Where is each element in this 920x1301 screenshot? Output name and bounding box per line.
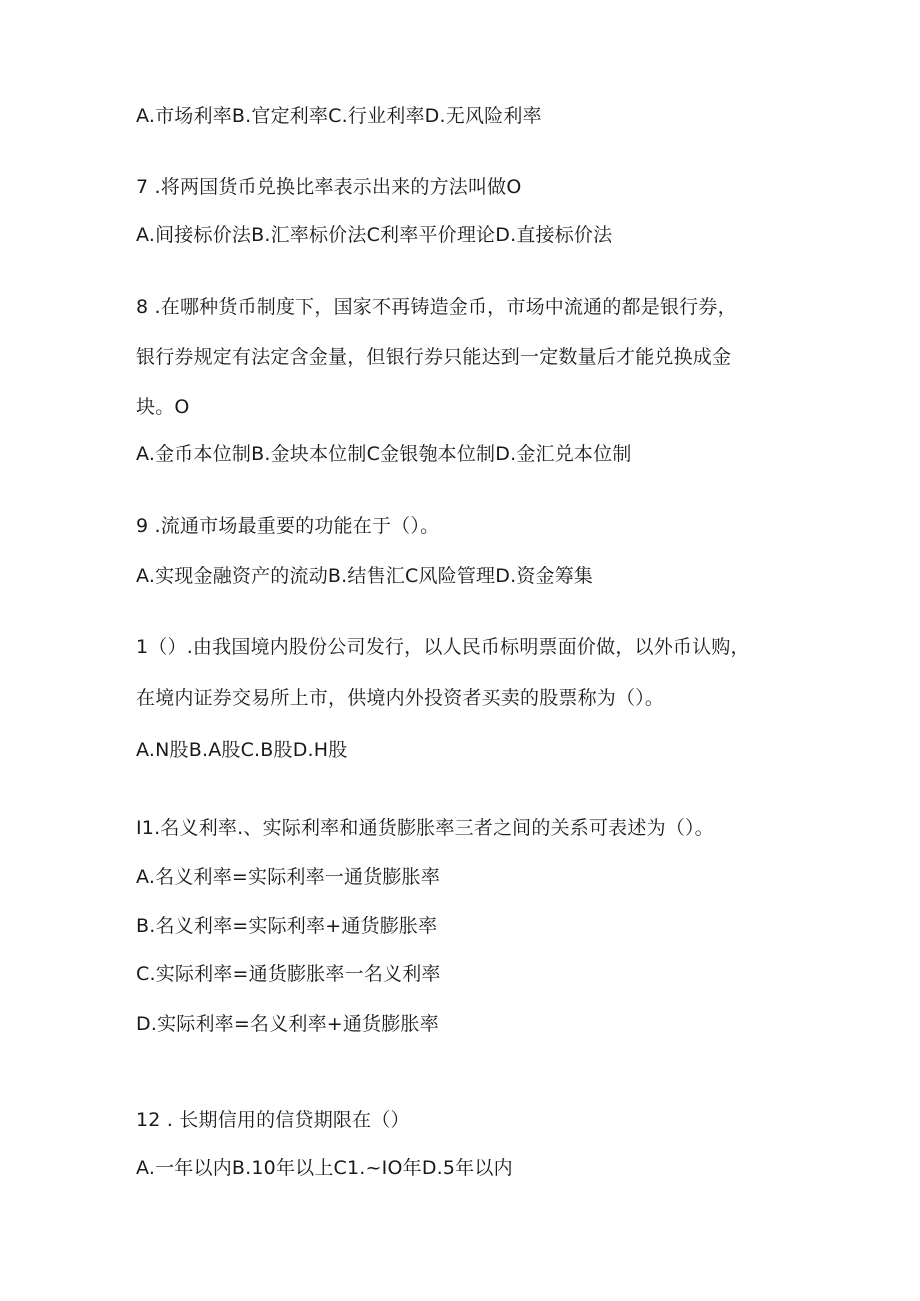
answer-options-q10: A.N股B.A股C.B股D.H股 [136, 739, 348, 761]
answer-options-q9: A.实现金融资产的流动B.结售汇C风险管理D.资金筹集 [136, 565, 594, 587]
question-10-line-1: 1（）.由我国境内股份公司发行，以人民币标明票面价做，以外币认购， [136, 636, 750, 658]
answer-option-q11-c: C.实际利率=通货膨胀率一名义利率 [136, 963, 441, 985]
answer-option-q11-d: D.实际利率=名义利率+通货膨胀率 [136, 1013, 439, 1035]
question-8-line-1: 8 .在哪种货币制度下，国家不再铸造金币，市场中流通的都是银行券， [136, 296, 737, 318]
question-11: I1.名义利率.、实际利率和通货膨胀率三者之间的关系可表述为（）。 [136, 817, 714, 839]
question-8-line-3: 块。O [136, 396, 190, 418]
question-8-line-2: 银行券规定有法定含金量，但银行券只能达到一定数量后才能兑换成金 [136, 346, 732, 368]
answer-options-q8: A.金币本位制B.金块本位制C金银匏本位制D.金汇兑本位制 [136, 443, 632, 465]
answer-option-q11-a: A.名义利率=实际利率一通货膨胀率 [136, 866, 441, 888]
question-12: 12 . 长期信用的信贷期限在（） [136, 1109, 410, 1131]
answer-option-q11-b: B.名义利率=实际利率+通货膨胀率 [136, 915, 438, 937]
answer-options-q7: A.间接标价法B.汇率标价法C利率平价理论D.直接标价法 [136, 224, 613, 246]
question-9: 9 .流通市场最重要的功能在于（）。 [136, 515, 440, 537]
answer-options-q12: A.一年以内B.10年以上C1.~IO年D.5年以内 [136, 1157, 513, 1179]
answer-options-q6: A.市场利率B.官定利率C.行业利率D.无风险利率 [136, 105, 542, 127]
question-10-line-2: 在境内证券交易所上市，供境内外投资者买卖的股票称为（）。 [136, 687, 665, 709]
question-7: 7 .将两国货币兑换比率表示出来的方法叫做O [136, 176, 522, 198]
